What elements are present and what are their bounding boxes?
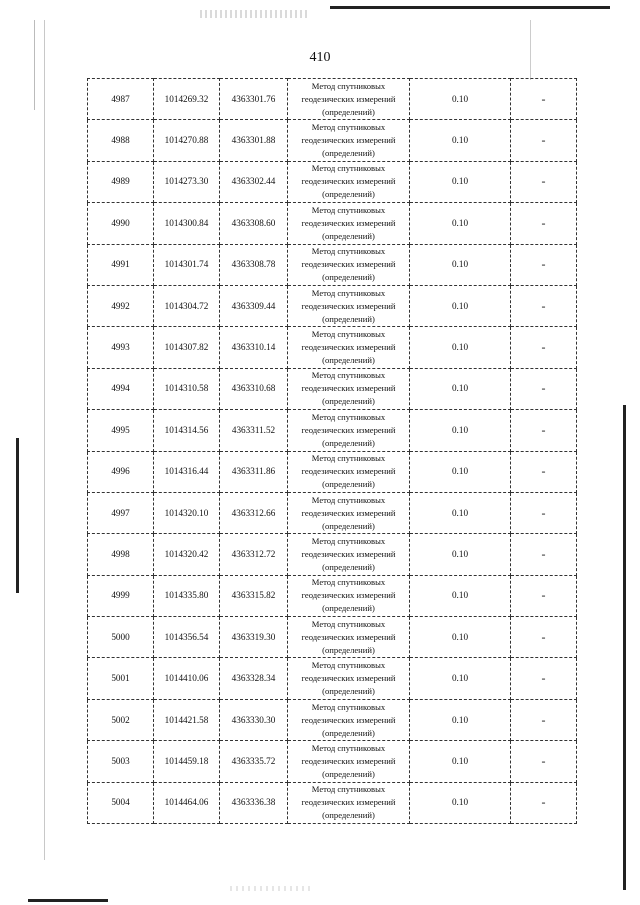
method-cell bbox=[288, 327, 410, 368]
accuracy-cell: 0.10 bbox=[410, 203, 511, 244]
y-coordinate-cell: 4363309.44 bbox=[220, 285, 288, 326]
method-line: геодезических измерений bbox=[301, 135, 396, 146]
method-cell bbox=[288, 575, 410, 616]
method-line: Метод спутниковых bbox=[311, 122, 386, 133]
method-line: (определений) bbox=[322, 686, 375, 697]
point-number-cell: 4999 bbox=[88, 575, 154, 616]
point-number-cell: 5004 bbox=[88, 782, 154, 823]
point-number-cell: 4993 bbox=[88, 327, 154, 368]
page-number: 410 bbox=[309, 50, 331, 65]
note-cell: - bbox=[511, 203, 577, 244]
method-line: (определений) bbox=[322, 355, 375, 366]
accuracy-cell: 0.10 bbox=[410, 161, 511, 202]
table-row bbox=[88, 534, 577, 575]
method-cell bbox=[288, 782, 410, 823]
method-line: геодезических измерений bbox=[301, 590, 396, 601]
method-line: геодезических измерений bbox=[301, 176, 396, 187]
method-line: геодезических измерений bbox=[301, 217, 396, 228]
table-row bbox=[88, 79, 577, 120]
method-line: (определений) bbox=[322, 810, 375, 821]
method-cell bbox=[288, 617, 410, 658]
point-number-cell: 4990 bbox=[88, 203, 154, 244]
point-number-cell: 5001 bbox=[88, 658, 154, 699]
method-line: (определений) bbox=[322, 603, 375, 614]
method-line: геодезических измерений bbox=[301, 797, 396, 808]
note-cell: - bbox=[511, 699, 577, 740]
method-line: Метод спутниковых bbox=[311, 701, 386, 712]
accuracy-cell: 0.10 bbox=[410, 327, 511, 368]
accuracy-cell: 0.10 bbox=[410, 534, 511, 575]
y-coordinate-cell: 4363312.72 bbox=[220, 534, 288, 575]
note-cell: - bbox=[511, 492, 577, 533]
y-coordinate-cell: 4363310.14 bbox=[220, 327, 288, 368]
y-coordinate-cell: 4363310.68 bbox=[220, 368, 288, 409]
method-cell bbox=[288, 451, 410, 492]
table-row bbox=[88, 575, 577, 616]
method-line: (определений) bbox=[322, 561, 375, 572]
method-line: (определений) bbox=[322, 520, 375, 531]
table-row bbox=[88, 368, 577, 409]
point-number-cell: 4992 bbox=[88, 285, 154, 326]
table-row bbox=[88, 658, 577, 699]
method-cell bbox=[288, 120, 410, 161]
accuracy-cell: 0.10 bbox=[410, 244, 511, 285]
method-line: геодезических измерений bbox=[301, 342, 396, 353]
point-number-cell: 4989 bbox=[88, 161, 154, 202]
note-cell: - bbox=[511, 575, 577, 616]
note-cell: - bbox=[511, 658, 577, 699]
method-line: Метод спутниковых bbox=[311, 80, 386, 91]
x-coordinate-cell: 1014464.06 bbox=[154, 782, 220, 823]
point-number-cell: 5003 bbox=[88, 741, 154, 782]
note-cell: - bbox=[511, 534, 577, 575]
method-cell bbox=[288, 161, 410, 202]
method-cell bbox=[288, 244, 410, 285]
method-line: геодезических измерений bbox=[301, 673, 396, 684]
point-number-cell: 4995 bbox=[88, 410, 154, 451]
method-line: Метод спутниковых bbox=[311, 329, 386, 340]
method-line: геодезических измерений bbox=[301, 93, 396, 104]
note-cell: - bbox=[511, 327, 577, 368]
point-number-cell: 4996 bbox=[88, 451, 154, 492]
note-cell: - bbox=[511, 244, 577, 285]
method-line: Метод спутниковых bbox=[311, 660, 386, 671]
point-number-cell: 4991 bbox=[88, 244, 154, 285]
method-line: (определений) bbox=[322, 768, 375, 779]
table-row bbox=[88, 699, 577, 740]
y-coordinate-cell: 4363328.34 bbox=[220, 658, 288, 699]
y-coordinate-cell: 4363308.60 bbox=[220, 203, 288, 244]
method-line: Метод спутниковых bbox=[311, 453, 386, 464]
table-row bbox=[88, 120, 577, 161]
method-line: геодезических измерений bbox=[301, 259, 396, 270]
y-coordinate-cell: 4363311.86 bbox=[220, 451, 288, 492]
point-number-cell: 5002 bbox=[88, 699, 154, 740]
method-cell bbox=[288, 699, 410, 740]
method-line: Метод спутниковых bbox=[311, 742, 386, 753]
method-cell bbox=[288, 203, 410, 244]
x-coordinate-cell: 1014310.58 bbox=[154, 368, 220, 409]
method-line: (определений) bbox=[322, 189, 375, 200]
accuracy-cell: 0.10 bbox=[410, 617, 511, 658]
scan-artifact-bottom bbox=[28, 899, 108, 902]
method-cell bbox=[288, 492, 410, 533]
x-coordinate-cell: 1014307.82 bbox=[154, 327, 220, 368]
point-number-cell: 5000 bbox=[88, 617, 154, 658]
method-line: геодезических измерений bbox=[301, 507, 396, 518]
accuracy-cell: 0.10 bbox=[410, 368, 511, 409]
coordinates-table-body bbox=[88, 79, 577, 824]
point-number-cell: 4994 bbox=[88, 368, 154, 409]
x-coordinate-cell: 1014320.10 bbox=[154, 492, 220, 533]
coordinates-table bbox=[87, 78, 577, 824]
table-row bbox=[88, 244, 577, 285]
accuracy-cell: 0.10 bbox=[410, 79, 511, 120]
table-row bbox=[88, 741, 577, 782]
note-cell: - bbox=[511, 285, 577, 326]
note-cell: - bbox=[511, 741, 577, 782]
method-line: геодезических измерений bbox=[301, 466, 396, 477]
method-line: геодезических измерений bbox=[301, 383, 396, 394]
accuracy-cell: 0.10 bbox=[410, 285, 511, 326]
point-number-cell: 4997 bbox=[88, 492, 154, 533]
x-coordinate-cell: 1014421.58 bbox=[154, 699, 220, 740]
table-row bbox=[88, 410, 577, 451]
x-coordinate-cell: 1014304.72 bbox=[154, 285, 220, 326]
method-line: геодезических измерений bbox=[301, 300, 396, 311]
note-cell: - bbox=[511, 368, 577, 409]
y-coordinate-cell: 4363302.44 bbox=[220, 161, 288, 202]
y-coordinate-cell: 4363311.52 bbox=[220, 410, 288, 451]
y-coordinate-cell: 4363335.72 bbox=[220, 741, 288, 782]
method-line: (определений) bbox=[322, 479, 375, 490]
accuracy-cell: 0.10 bbox=[410, 741, 511, 782]
method-line: геодезических измерений bbox=[301, 424, 396, 435]
note-cell: - bbox=[511, 79, 577, 120]
table-row bbox=[88, 492, 577, 533]
table-row bbox=[88, 285, 577, 326]
method-line: Метод спутниковых bbox=[311, 535, 386, 546]
accuracy-cell: 0.10 bbox=[410, 782, 511, 823]
method-cell bbox=[288, 79, 410, 120]
method-cell bbox=[288, 534, 410, 575]
x-coordinate-cell: 1014356.54 bbox=[154, 617, 220, 658]
point-number-cell: 4987 bbox=[88, 79, 154, 120]
method-line: Метод спутниковых bbox=[311, 163, 386, 174]
scan-artifact-smudge bbox=[200, 10, 310, 18]
accuracy-cell: 0.10 bbox=[410, 492, 511, 533]
scan-artifact-bottom-smudge bbox=[230, 886, 310, 891]
method-line: геодезических измерений bbox=[301, 548, 396, 559]
x-coordinate-cell: 1014301.74 bbox=[154, 244, 220, 285]
note-cell: - bbox=[511, 161, 577, 202]
scan-artifact-left-bar bbox=[16, 438, 19, 593]
scan-artifact-left-margin bbox=[44, 20, 45, 860]
accuracy-cell: 0.10 bbox=[410, 451, 511, 492]
x-coordinate-cell: 1014300.84 bbox=[154, 203, 220, 244]
method-line: (определений) bbox=[322, 106, 375, 117]
point-number-cell: 4998 bbox=[88, 534, 154, 575]
method-cell bbox=[288, 658, 410, 699]
method-line: Метод спутниковых bbox=[311, 577, 386, 588]
method-line: геодезических измерений bbox=[301, 755, 396, 766]
method-line: Метод спутниковых bbox=[311, 204, 386, 215]
accuracy-cell: 0.10 bbox=[410, 120, 511, 161]
table-row bbox=[88, 782, 577, 823]
table-row bbox=[88, 203, 577, 244]
y-coordinate-cell: 4363301.76 bbox=[220, 79, 288, 120]
point-number-cell: 4988 bbox=[88, 120, 154, 161]
method-cell bbox=[288, 410, 410, 451]
x-coordinate-cell: 1014270.88 bbox=[154, 120, 220, 161]
method-line: Метод спутниковых bbox=[311, 411, 386, 422]
x-coordinate-cell: 1014314.56 bbox=[154, 410, 220, 451]
x-coordinate-cell: 1014459.18 bbox=[154, 741, 220, 782]
note-cell: - bbox=[511, 410, 577, 451]
note-cell: - bbox=[511, 451, 577, 492]
scan-artifact-right-bar bbox=[623, 405, 626, 890]
method-line: геодезических измерений bbox=[301, 631, 396, 642]
note-cell: - bbox=[511, 782, 577, 823]
method-line: Метод спутниковых bbox=[311, 246, 386, 257]
method-line: Метод спутниковых bbox=[311, 494, 386, 505]
note-cell: - bbox=[511, 120, 577, 161]
method-line: (определений) bbox=[322, 727, 375, 738]
method-line: (определений) bbox=[322, 396, 375, 407]
y-coordinate-cell: 4363308.78 bbox=[220, 244, 288, 285]
scan-artifact-top bbox=[330, 6, 610, 9]
table-row bbox=[88, 327, 577, 368]
table-row bbox=[88, 451, 577, 492]
method-line: Метод спутниковых bbox=[311, 784, 386, 795]
accuracy-cell: 0.10 bbox=[410, 699, 511, 740]
method-line: (определений) bbox=[322, 230, 375, 241]
method-line: (определений) bbox=[322, 148, 375, 159]
method-line: Метод спутниковых bbox=[311, 370, 386, 381]
method-line: (определений) bbox=[322, 272, 375, 283]
method-line: Метод спутниковых bbox=[311, 287, 386, 298]
method-line: (определений) bbox=[322, 437, 375, 448]
accuracy-cell: 0.10 bbox=[410, 410, 511, 451]
x-coordinate-cell: 1014316.44 bbox=[154, 451, 220, 492]
method-cell bbox=[288, 368, 410, 409]
accuracy-cell: 0.10 bbox=[410, 575, 511, 616]
table-row bbox=[88, 617, 577, 658]
method-cell bbox=[288, 285, 410, 326]
y-coordinate-cell: 4363319.30 bbox=[220, 617, 288, 658]
y-coordinate-cell: 4363315.82 bbox=[220, 575, 288, 616]
method-line: геодезических измерений bbox=[301, 714, 396, 725]
note-cell: - bbox=[511, 617, 577, 658]
method-cell bbox=[288, 741, 410, 782]
x-coordinate-cell: 1014273.30 bbox=[154, 161, 220, 202]
method-line: (определений) bbox=[322, 313, 375, 324]
y-coordinate-cell: 4363330.30 bbox=[220, 699, 288, 740]
y-coordinate-cell: 4363336.38 bbox=[220, 782, 288, 823]
x-coordinate-cell: 1014269.32 bbox=[154, 79, 220, 120]
x-coordinate-cell: 1014410.06 bbox=[154, 658, 220, 699]
accuracy-cell: 0.10 bbox=[410, 658, 511, 699]
y-coordinate-cell: 4363301.88 bbox=[220, 120, 288, 161]
y-coordinate-cell: 4363312.66 bbox=[220, 492, 288, 533]
x-coordinate-cell: 1014335.80 bbox=[154, 575, 220, 616]
x-coordinate-cell: 1014320.42 bbox=[154, 534, 220, 575]
table-row bbox=[88, 161, 577, 202]
method-line: (определений) bbox=[322, 644, 375, 655]
method-line: Метод спутниковых bbox=[311, 618, 386, 629]
